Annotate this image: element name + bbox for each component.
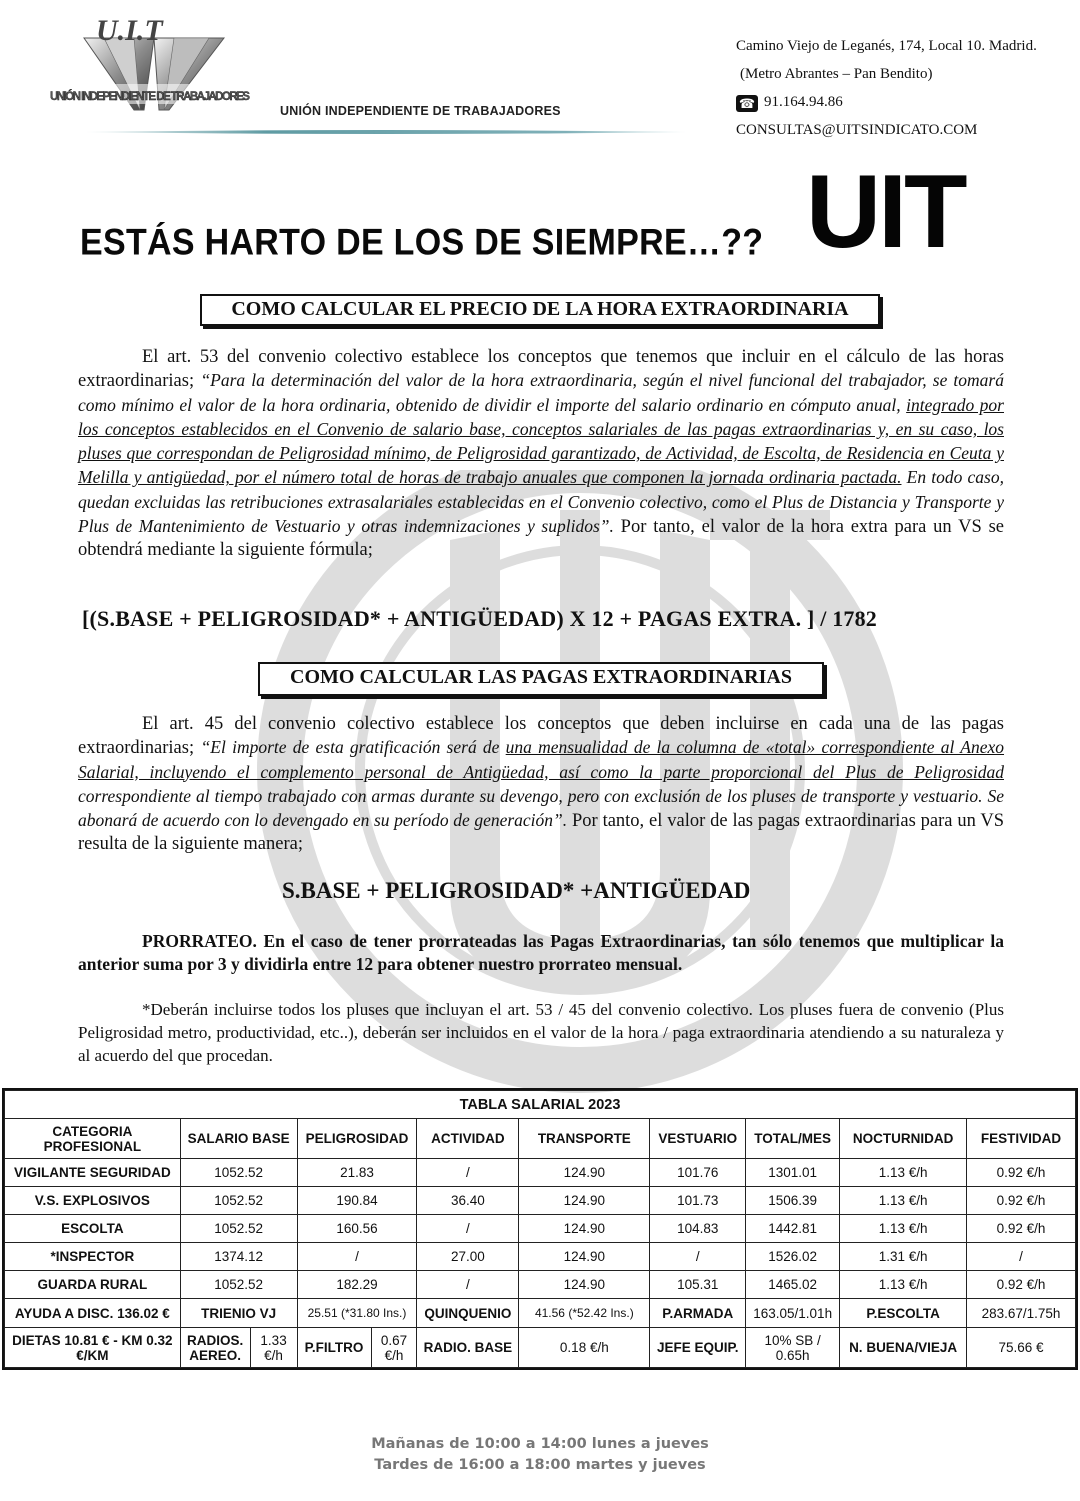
note-paragraph <box>78 998 1004 1067</box>
table-cell: RADIOS. AEREO. <box>180 1328 250 1368</box>
table-cell: 36.40 <box>417 1187 519 1215</box>
table-header: ACTIVIDAD <box>417 1119 519 1159</box>
table-cell: TRIENIO VJ <box>180 1299 297 1328</box>
table-header: NOCTURNIDAD <box>840 1119 967 1159</box>
table-cell: *INSPECTOR <box>5 1243 181 1271</box>
table-cell: RADIO. BASE <box>417 1328 519 1368</box>
headline: ESTÁS HARTO DE LOS DE SIEMPRE…?? <box>80 222 764 264</box>
table-header: SALARIO BASE <box>180 1119 297 1159</box>
table-header: CATEGORIA PROFESIONAL <box>5 1119 181 1159</box>
address: Camino Viejo de Leganés, 174, Local 10. Madrid. <box>736 38 1037 54</box>
table-cell: 190.84 <box>297 1187 417 1215</box>
table-cell: 1.13 €/h <box>840 1159 967 1187</box>
table-caption: TABLA SALARIAL 2023 <box>5 1091 1076 1119</box>
section1-intro: El art. 53 del convenio colectivo establece los conceptos que tenemos que incluir en el cálculo de las horas extraordinarias; <box>78 347 1004 392</box>
prorrateo-text: PRORRATEO. En el caso de tener prorrateadas las Pagas Extraordinarias, tan sólo tenemos que multiplicar la anterior suma por 3 y dividirla entre 12 para obtener nuestro prorrateo mensual. <box>78 931 1004 974</box>
footer-line-1: Mañanas de 10:00 a 14:00 lunes a jueves <box>371 1436 709 1452</box>
section1-paragraph <box>78 346 1004 563</box>
headline-brand: UIT <box>806 154 965 270</box>
table-row <box>5 1187 1076 1215</box>
section1-quote-a: “Para la determinación del valor de la hora extraordinaria, según el nivel funcional del trabajador, se tomará como mínimo el valor de la hora ordinaria, obtenido de dividir el importe del salario ordinario en cómputo anual, <box>78 370 1004 415</box>
table-cell: 1301.01 <box>746 1159 840 1187</box>
phone-icon: ☎ <box>736 95 758 112</box>
formula-hora-extra: [(S.BASE + PELIGROSIDAD* + ANTIGÜEDAD) X 12 + PAGAS EXTRA. ] / 1782 <box>82 606 878 631</box>
table-cell: 283.67/1.75h <box>967 1299 1076 1328</box>
table-cell: 1374.12 <box>180 1243 297 1271</box>
table-cell: P.ESCOLTA <box>840 1299 967 1328</box>
table-cell: 0.67 €/h <box>371 1328 417 1368</box>
table-row <box>5 1243 1076 1271</box>
table-extras-row <box>5 1328 1076 1368</box>
email: CONSULTAS@UITSINDICATO.COM <box>736 122 978 138</box>
table-cell: 27.00 <box>417 1243 519 1271</box>
table-cell: 1052.52 <box>180 1215 297 1243</box>
table-cell: 1.33 €/h <box>250 1328 297 1368</box>
table-cell: / <box>297 1243 417 1271</box>
table-cell: 104.83 <box>650 1215 746 1243</box>
table-cell: 101.73 <box>650 1187 746 1215</box>
table-cell: P.ARMADA <box>650 1299 746 1328</box>
table-cell: 1052.52 <box>180 1271 297 1299</box>
table-cell: / <box>650 1243 746 1271</box>
table-cell: 124.90 <box>519 1271 650 1299</box>
phone-number: 91.164.94.86 <box>764 94 843 110</box>
table-cell: DIETAS 10.81 € - KM 0.32 €/KM <box>5 1328 181 1368</box>
table-cell: 0.92 €/h <box>967 1215 1076 1243</box>
table-cell: ESCOLTA <box>5 1215 181 1243</box>
table-cell: / <box>417 1215 519 1243</box>
table-row <box>5 1271 1076 1299</box>
table-header-row <box>5 1119 1076 1159</box>
prorrateo-paragraph <box>78 930 1004 976</box>
metro-info: (Metro Abrantes – Pan Bendito) <box>740 66 933 82</box>
table-cell: 10% SB / 0.65h <box>746 1328 840 1368</box>
table-cell: / <box>417 1159 519 1187</box>
section2-quote-b: correspondiente al tiempo trabajado con armas durante su devengo, pero con exclusión de los pluses de transporte y vestuario. Se abonará de acuerdo con lo devengado en su período de generación”. <box>78 785 1004 831</box>
table-cell: 1.13 €/h <box>840 1271 967 1299</box>
section1-outro: Por tanto, el valor de la hora extra para un VS se obtendrá mediante la siguiente fórmula; <box>78 517 1004 561</box>
table-cell: JEFE EQUIP. <box>650 1328 746 1368</box>
table-cell: 1.13 €/h <box>840 1215 967 1243</box>
logo-banner: UNIÓN INDEPENDIENTE DE TRABAJADORES <box>50 90 250 103</box>
table-cell: N. BUENA/VIEJA <box>840 1328 967 1368</box>
table-cell: 124.90 <box>519 1187 650 1215</box>
table-cell: 1465.02 <box>746 1271 840 1299</box>
header-divider <box>86 128 686 136</box>
table-cell: 0.92 €/h <box>967 1271 1076 1299</box>
section2-intro: El art. 45 del convenio colectivo establece los conceptos que deben incluirse en cada una de las pagas extraordinarias; <box>78 714 1004 759</box>
table-cell: 0.92 €/h <box>967 1159 1076 1187</box>
table-cell: 75.66 € <box>967 1328 1076 1368</box>
section1-title: COMO CALCULAR EL PRECIO DE LA HORA EXTRAORDINARIA <box>200 294 880 326</box>
table-extras-row <box>5 1299 1076 1328</box>
table-cell: 1052.52 <box>180 1187 297 1215</box>
table-cell: 105.31 <box>650 1271 746 1299</box>
contact-block <box>736 32 1037 144</box>
table-cell: 41.56 (*52.42 Ins.) <box>519 1299 650 1328</box>
table-cell: AYUDA A DISC. 136.02 € <box>5 1299 181 1328</box>
table-header: TOTAL/MES <box>746 1119 840 1159</box>
table-header: VESTUARIO <box>650 1119 746 1159</box>
section2-quote-underlined: una mensualidad de la columna de «total» correspondiente al Anexo Salarial, incluyendo el complemento personal de Antigüedad, así como la parte proporcional del Plus de Peligrosidad <box>78 737 1005 782</box>
table-cell: 1506.39 <box>746 1187 840 1215</box>
section2-outro: Por tanto, el valor de las pagas extraordinarias para un VS resulta de la siguiente manera; <box>78 811 1004 855</box>
table-header: FESTIVIDAD <box>967 1119 1076 1159</box>
logo-letters: U.I.T <box>96 14 163 47</box>
table-row <box>5 1159 1076 1187</box>
table-cell: QUINQUENIO <box>417 1299 519 1328</box>
org-name: UNIÓN INDEPENDIENTE DE TRABAJADORES <box>280 104 561 118</box>
table-cell: V.S. EXPLOSIVOS <box>5 1187 181 1215</box>
table-cell: 0.18 €/h <box>519 1328 650 1368</box>
footer-hours <box>0 1434 1080 1476</box>
section1-quote-underlined: integrado por los conceptos establecidos en el Convenio de salario base, conceptos salariales de las pagas extraordinarias y, en su caso, los pluses que correspondan de Peligrosidad mínimo, de Peligrosidad garantizado, de Actividad, de Escolta, de Residencia en Ceuta y Melilla y antigüedad, por el número total de horas de trabajo anuales que componen la jornada ordinaria pactada. <box>78 394 1004 488</box>
table-cell: 101.76 <box>650 1159 746 1187</box>
section2-title: COMO CALCULAR LAS PAGAS EXTRAORDINARIAS <box>258 662 824 696</box>
table-cell: 182.29 <box>297 1271 417 1299</box>
section1-quote-b: En todo caso, quedan excluidas las retribuciones extrasalariales establecidas en el Convenio colectivo, como el Plus de Distancia y Transporte y Plus de Mantenimiento de Vestuario y otras indemnizaciones y suplidos”. <box>78 467 1004 537</box>
table-cell: 1.31 €/h <box>840 1243 967 1271</box>
table-cell: P.FILTRO <box>297 1328 371 1368</box>
formula-pagas: S.BASE + PELIGROSIDAD* +ANTIGÜEDAD <box>282 878 751 903</box>
section2-paragraph <box>78 713 1004 857</box>
footer-line-2: Tardes de 16:00 a 18:00 martes y jueves <box>374 1457 706 1473</box>
table-cell: 1.13 €/h <box>840 1187 967 1215</box>
table-cell: 163.05/1.01h <box>746 1299 840 1328</box>
table-row <box>5 1215 1076 1243</box>
table-header: PELIGROSIDAD <box>297 1119 417 1159</box>
table-cell: 25.51 (*31.80 Ins.) <box>297 1299 417 1328</box>
table-cell: 124.90 <box>519 1243 650 1271</box>
note-text: *Deberán incluirse todos los pluses que incluyan el art. 53 / 45 del convenio colectivo. Los pluses fuera de convenio (Plus Peligrosidad metro, productividad, etc..), deberán ser incluidos en el valor de la hora / paga extraordinaria atendiendo a su naturaleza y al acuerdo del que procedan. <box>78 1000 1004 1065</box>
table-cell: / <box>417 1271 519 1299</box>
table-cell: 0.92 €/h <box>967 1187 1076 1215</box>
table-cell: 1526.02 <box>746 1243 840 1271</box>
uit-logo <box>44 10 264 120</box>
section2-quote-a: “El importe de esta gratificación será de <box>200 737 506 758</box>
table-header: TRANSPORTE <box>519 1119 650 1159</box>
table-cell: 124.90 <box>519 1215 650 1243</box>
table-cell: GUARDA RURAL <box>5 1271 181 1299</box>
salary-table <box>4 1090 1076 1368</box>
table-cell: 1052.52 <box>180 1159 297 1187</box>
table-cell: 21.83 <box>297 1159 417 1187</box>
uit-logo-icon <box>44 10 264 120</box>
table-cell: / <box>967 1243 1076 1271</box>
table-cell: 160.56 <box>297 1215 417 1243</box>
table-cell: 1442.81 <box>746 1215 840 1243</box>
phone-row <box>736 88 1037 116</box>
table-cell: VIGILANTE SEGURIDAD <box>5 1159 181 1187</box>
table-cell: 124.90 <box>519 1159 650 1187</box>
